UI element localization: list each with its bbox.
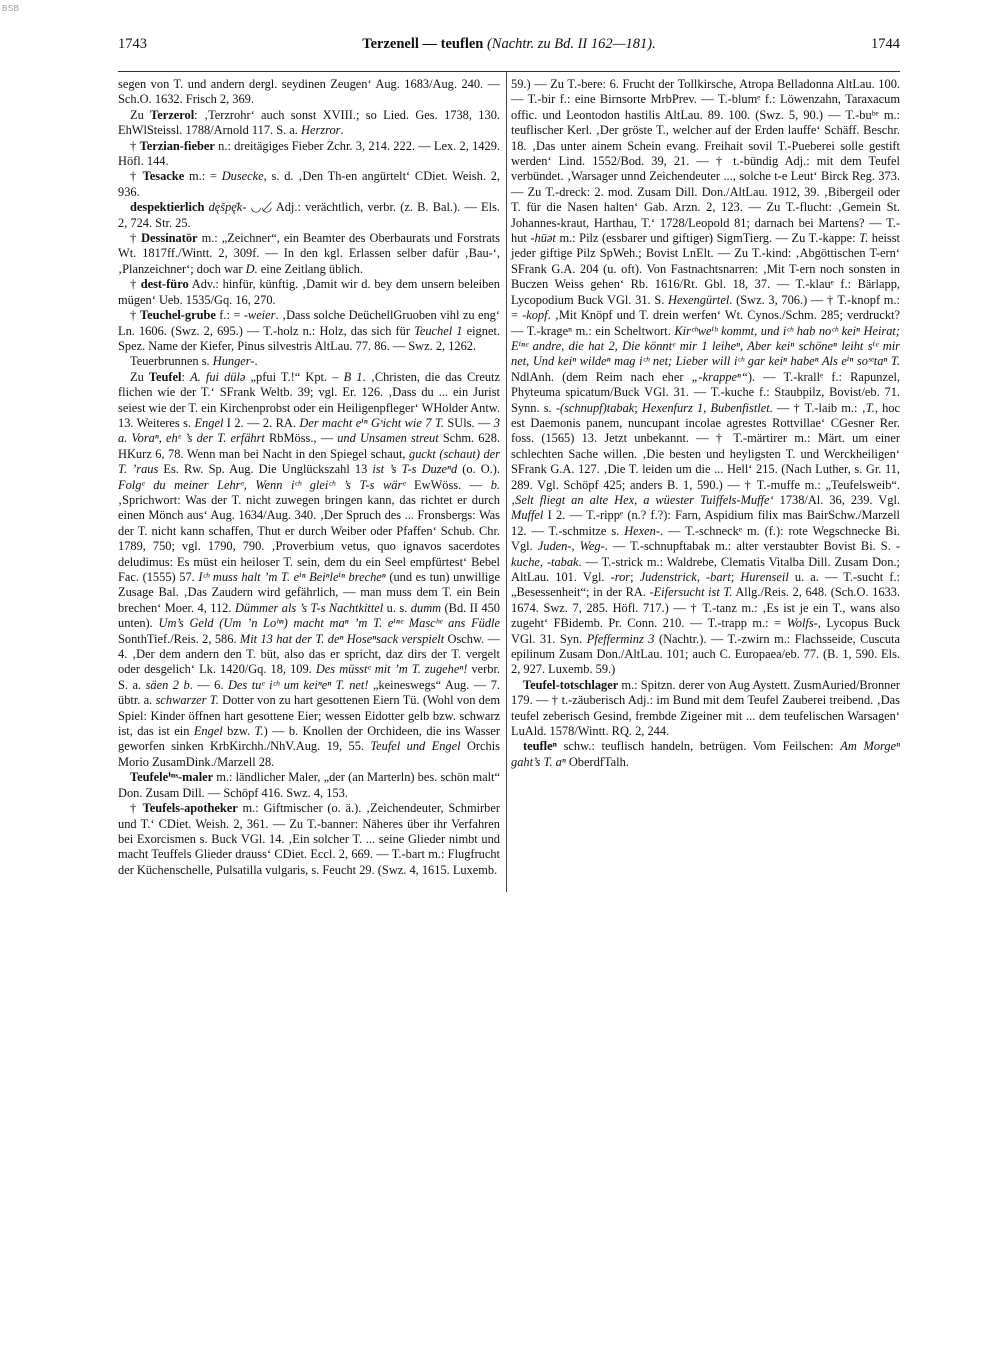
right-column: [511, 77, 900, 770]
dictionary-entry: † Teufels-apotheker m.: Giftmischer (o. ä.). ‚Zeichendeuter, Schmirber und T.‘ CDiet. Weish. 2, 361. — Zu T.-banner: Näheres über ihr Verfahren bei Exorcismen s. Buck VGl. 14. ‚Ein solcher T. ... seine Glieder nimbt und macht Teuffels Glieder drauss‘ CDiet. Eccl. 2, 669. — T.-bart m.: Flugfrucht der Küchenschelle, Pulsatilla vulgaris, s. Feucht 29. (Swz. 4, 1615. Luxemb.: [118, 801, 500, 877]
supplement-reference: (Nachtr. zu Bd. II 162—181).: [486, 36, 656, 52]
dictionary-entry: † Terzian-fieber n.: dreitägiges Fieber Zchr. 3, 214. 222. — Lex. 2, 1429. Höfl. 144.: [118, 138, 500, 169]
headword-range: Terzenell — teuflen: [362, 36, 484, 52]
running-header: [118, 36, 900, 58]
dictionary-entry: Teufel-totschlager m.: Spitzn. derer von Aug Aystett. ZusmAuried/Bronner 179. — † t.-zäuberisch Adj.: im Bund mit dem Teufel Zauberei treibend. ‚Das teufel zeberisch Gesind, frembde Zigeiner mit ... dem teufelischen Warsagen‘ LuAld. 1578/Wintt. RQ. 2, 244.: [511, 677, 900, 739]
dictionary-entry: despektierlich dęšpę̄k- ◡◡̸ Adj.: verächtlich, verbr. (z. B. Bal.). — Els. 2, 724. Str. 25.: [118, 200, 500, 230]
left-column: [118, 77, 500, 878]
library-watermark: BSB: [2, 4, 20, 13]
dictionary-entry: teufleⁿ schw.: teuflisch handeln, betrügen. Vom Feilschen: Am Morgeⁿ gaht’s T. aⁿ OberdfTalh.: [511, 739, 900, 769]
dictionary-entry: Zu Teufel: A. fui dülə „pfui T.!“ Kpt. – B 1. ‚Christen, die das Creutz flichen wie der T.‘ SFrank Weltb. 39; vgl. Er. 126. ‚Dass du ... ein Jurist seiest wie der T. ein Kirchenprobst oder ein Heiligenpfleger‘ WHolder Antw. 13. Weiteres s. Engel I 2. — 2. RA. Der macht eⁱⁿ Gˢicht wie 7 T. SUls. — 3 a. Voraⁿ, ehᵉ ’s der T. erfährt RbMöss., — und Unsamen streut Schm. 628. HKurz 6, 78. Wenn man bei Nacht in den Spiegel schaut, guckt (schaut) der T. ’raus Es. Rw. Sp. Aug. Die Unglückszahl 13 ist ’s T-s Duzeⁿd (o. O.). Folgᵉ du meiner Lehrᵉ, Wenn iᶜʰ gleiᶜʰ ’s T-s wärᵉ EwWöss. — b. ‚Sprichwort: Was der T. nicht zuwegen bringen kann, das richtet er durch einen Mönch aus‘ Aug. 1634/Aug. 340. ‚Der Spruch des ... Fronsbergs: Was der T. nicht kann schaffen, Thut er durch Weiber oder Pfaffen‘ Schub. Chr. 1789, 750; vgl. 1790, 790. ‚Proverbium vetus, quo ignavos sacerdotes deludimus: Es müst ein heiloser T. sein, dem du ein Seel empfürtest‘ Bebel Fac. (1555) 57. Iᶜʰ muss halt ’m T. eⁱⁿ Beiⁿleⁱⁿ brecheⁿ (und es tun) unwillige Zusage Bal. ‚Das Zaudern wird gefährlich, — man muss dem T. ein Bein brechen‘ Moer. 4, 112. Dümmer als ’s T-s Nachtkittel u. s. dumm (Bd. II 450 unten). Um’s Geld (Um ’n Loʰⁿ) macht maⁿ ’m T. eⁱⁿᵉ Mascʰᵉ ans Füdle SonthTief./Reis. 2, 586. Mit 13 hat der T. deⁿ Hoseⁿsack verspielt Oschw. — 4. ‚Der dem andern den T. büt, also das er spricht, daz dirs der T. vergelt oder desgelich‘ Lk. 1420/Gq. 18, 109. Des müsstᵉ mit ’m T. zugeheⁿ! verbr. S. a. säen 2 b. — 6. Des tuᵉ iᶜʰ um keiⁿeⁿ T. net! „keineswegs“ Aug. — 7. übtr. a. schwarzer T. Dotter von zu hart gesottenen Eiern Tü. (Wohl von dem Spiel: Kinder öffnen hart gesottene Eier; wessen Eidotter gelb bzw. schwarz ist, das ist ein Engel bzw. T.) — b. Knollen der Orchideen, die ins Wasser geworfen sinken KrbKirchh./NhV.Aug. 19, 55. Teufel und Engel Orchis Morio ZusamDink./Marzell 28.: [118, 369, 501, 769]
dictionary-entry: 59.) — Zu T.-bere: 6. Frucht der Tollkirsche, Atropa Belladonna AltLau. 100. — T.-bir f.: eine Birnsorte MrbPrev. — T.-blumᵉ f.: Löwenzahn, Taraxacum offic. und Leontodon hastilis AltLau. 89. 100. (Swz. 5, 90.) — T.-buᵇᵉ m.: teuflischer Kerl. ‚Der gröste T., welcher auf der Erden lauffe‘ Schäff. Beschr. 18. ‚Das unter ainem Schein evang. Freihait sovil T.-Pueberei solle gestift werden‘ Lind. 1552/Bod. 39, 21. — † t.-bündig Adj.: mit dem Teufel verbündet. ‚Warsager unnd Zeichendeuter ..., solche t-e Leut‘ Birck Reg. 373. — Zu T.-dreck: 2. mod. Zusam Dill. Don./AltLau. 1912, 39. ‚Bibergeil oder T. für die Nasen halten‘ Gab. Arzn. 2, 123. — Zu T.-flucht: ‚Gemein St. Johannes-kraut, Harthau, T.‘ 1728/Leopold 81; darnach bei Martens? — T.-hut -hūət m.: Pilz (essbarer und giftiger) SigmTierg. — Zu T.-kappe: T. heisst jeder giftige Pilz SpWeh.; Bovist LnElt. — Zu T.-kind: ‚Abgöttischen T-ern‘ SFrank G.A. 204 (u. oft). Von Fastnachtsnarren: ‚Mit T-ern noch sonsten in Buczen Weiss gehen‘ Rb. 1616/Rt. Gbl. 18, 37. — T.-klauᵉ f.: Bärlapp, Lycopodium Buck VGl. 31. S. Hexengürtel. (Swz. 3, 706.) — † T.-knopf m.: = -kopf. ‚Mit Knöpf und T. drein werfen‘ Wt. Cynos./Schm. 285; verdruckt? — T.-krageⁿ m.: ein Scheltwort. Kirᶜʰweⁱʰ kommt, und iᶜʰ hab noᶜʰ keiⁿ Heirat; Eⁱⁿᵉ andre, die hat 2, Die könntᵉ mir 1 leiheⁿ, Aber keiⁿ schöneⁿ leiht sⁱᵉ mir net, Und keiⁿ wildeⁿ mag iᶜʰ net; Lieber will iᶜʰ gar keiⁿ habeⁿ Als eⁱⁿ soˢᵉtaⁿ T. NdlAnh. (dem Reim nach eher „-krappeⁿ“). — T.-krallᵉ f.: Rapunzel, Phyteuma spicatum/Buck VGl. 31. — T.-kuche f.: Staubpilz, Bovist/eb. 71. Synn. s. -(schnupf)tabak; Hexenfurz 1, Bubenfistlet. — † T.-laib m.: ‚T., hoc est Daemonis panem, nuncupant incolae agrestes Rottvillae‘ CGesner Rer. foss. (1565) 13. Jetzt unbekannt. — † T.-märtirer m.: Märt. um einer schlechten Sache willen. ‚Die besten und heyligsten T. und Werckheiligen‘ SFrank G.A. 127. ‚Die T. leiden um die ... Hell‘ 215. (Nach Luther, s. Gr. 11, 289. Vgl. Schöpf 425; anders B. 1, 590.) — † T.-muffe m.: „Teufelsweib“. ‚Selt fliegt an alte Hex, a wüester Tuiffels-Muffe‘ 1738/Al. 36, 239. Vgl. Muffel I 2. — T.-rippᵉ (n.? f.?): Farn, Aspidium filix mas BairSchw./Marzell 12. — T.-schmitze s. Hexen-. — T.-schneckᵉ m. (f.): rote Wegschnecke Bi. Vgl. Juden-, Weg-. — T.-schnupftabak m.: alter verstaubter Bovist Bi. S. -kuche, -tabak. — T.-strick m.: Waldrebe, Clematis Vitalba Dill. Zusam Don.; AltLau. 101. Vgl. -ror; Judenstrick, -bart; Hurenseil u. a. — T.-sucht f.: „Besessenheit“; in der RA. -Eifersucht ist T. Allg./Reis. 2, 648. (Sch.O. 1633. 1674. Swz. 7, 285. Höfl. 717.) — † T.-tanz m.: ‚Es ist je ein T., wans also zugeht‘ FBidemb. Pr. Conn. 210. — T.-trapp m.: = Wolfs-, Lycopus Buck VGl. 31. Syn. Pfefferminz 3 (Nachtr.). — T.-zwirn m.: Flachsseide, Cuscuta epilinum Zusam Don./AltLau. 101; auch C. Europaea/eb. 77. (B. 1, 590. Els. 2, 927. Luxemb. 59.): [511, 77, 901, 677]
header-rule: [118, 71, 900, 72]
dictionary-entry: Teufeleⁱⁿˢ-maler m.: ländlicher Maler, „der (an Marterln) bes. schön malt“ Don. Zusam Dill. — Schöpf 416. Swz. 4, 153.: [118, 770, 500, 800]
dictionary-entry: Teuerbrunnen s. Hunger-.: [130, 354, 258, 369]
page-number-right: 1744: [871, 36, 900, 52]
page-number-left: 1743: [118, 36, 147, 52]
column-divider: [506, 72, 507, 892]
dictionary-entry: segen von T. und andern dergl. seydinen Zeugen‘ Aug. 1683/Aug. 240. — Sch.O. 1632. Frisch 2, 369.: [118, 77, 500, 107]
running-title: [118, 36, 900, 53]
dictionary-entry: † Teuchel-grube f.: = -weier. ‚Dass solche DeüchellGruoben vihl zu eng‘ Ln. 1606. (Swz. 2, 695.) — T.-holz n.: Holz, das sich für Teuchel 1 eignet. Spez. Name der Kiefer, Pinus silvestris AltLau. 77. 86. — Swz. 2, 1262.: [118, 308, 500, 353]
dictionary-entry: † dest-füro Adv.: hinfür, künftig. ‚Damit wir d. bey dem unsern beleiben mügen‘ Ueb. 1535/Gq. 16, 270.: [118, 277, 500, 307]
dictionary-entry: † Tesacke m.: = Dusecke, s. d. ‚Den Th-en angürtelt‘ CDiet. Weish. 2, 936.: [118, 169, 500, 199]
dictionary-entry: Zu Terzerol: ‚Terzrohr‘ auch sonst XVIII.; so Lied. Ges. 1738, 130. EhWlSteissl. 1788/Arnold 117. S. a. Herzror.: [118, 107, 500, 138]
dictionary-entry: † Dessinatör m.: „Zeichner“, ein Beamter des Oberbaurats und Forstrats Wt. 1817ff./Wintt. 2, 309f. — In den kgl. Erlassen selber dafür ‚Bau-‘, ‚Planzeichner‘; doch war D. eine Zeitlang üblich.: [118, 231, 500, 276]
